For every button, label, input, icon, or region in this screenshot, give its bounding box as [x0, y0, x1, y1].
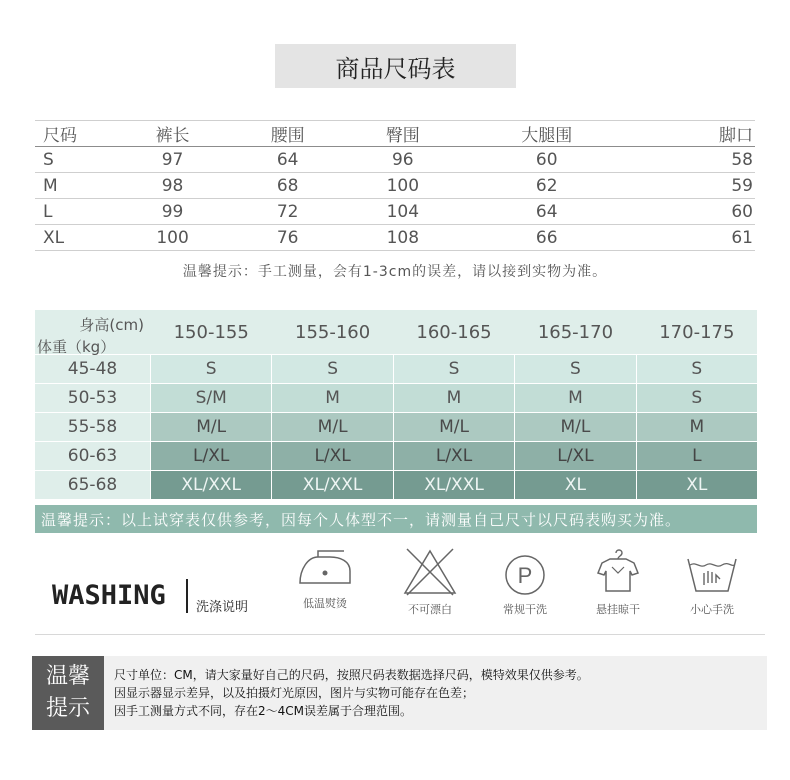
washing-subtitle: 洗涤说明 — [196, 600, 249, 615]
notice-line: 因手工测量方式不同，存在2～4CM误差属于合理范围。 — [114, 704, 413, 718]
size-cell: M/L — [515, 413, 635, 441]
table-cell: 60 — [633, 199, 755, 225]
hand-wash-icon — [682, 545, 742, 597]
size-cell: M — [272, 384, 392, 412]
size-cell: L/XL — [515, 442, 635, 470]
fit-hint-bar: 温馨提示：以上试穿表仅供参考，因每个人体型不一，请测量自己尺寸以尺码表购买为准。 — [35, 505, 757, 533]
size-cell: M — [394, 384, 514, 412]
height-range: 155-160 — [272, 310, 392, 354]
care-label: 不可漂白 — [408, 603, 452, 616]
table-row — [35, 199, 755, 225]
size-cell: S — [515, 355, 635, 383]
weight-range: 50-53 — [35, 384, 150, 412]
no-bleach-icon — [399, 545, 461, 597]
size-table-header — [35, 121, 755, 147]
header-cell: 裤长 — [115, 121, 230, 147]
size-cell: XL/XXL — [394, 471, 514, 499]
notice-line: 因显示器显示差异，以及拍摄灯光原因，图片与实物可能存在色差； — [114, 686, 475, 700]
footer-notice — [32, 656, 767, 730]
size-cell: S — [637, 384, 757, 412]
page-title: 商品尺码表 — [275, 44, 516, 88]
care-item-dryclean — [490, 545, 560, 617]
iron-low-icon — [294, 545, 356, 591]
care-label: 小心手洗 — [690, 603, 734, 616]
weight-range: 60-63 — [35, 442, 150, 470]
size-cell: XL — [637, 471, 757, 499]
table-cell: 104 — [345, 199, 460, 225]
table-cell: 58 — [633, 147, 755, 173]
grid-row — [35, 355, 757, 383]
notice-badge — [32, 656, 104, 730]
section-divider — [35, 634, 765, 635]
weight-axis-label: 体重（kg） — [37, 338, 116, 356]
svg-text:P: P — [517, 563, 533, 588]
size-cell: S — [394, 355, 514, 383]
size-cell: XL/XXL — [272, 471, 392, 499]
size-cell: S/M — [151, 384, 271, 412]
size-cell: XL/XXL — [151, 471, 271, 499]
table-cell: 64 — [230, 147, 345, 173]
fit-recommendation-grid — [35, 310, 757, 500]
size-cell: S — [151, 355, 271, 383]
washing-divider — [186, 579, 188, 613]
table-cell: 60 — [460, 147, 633, 173]
notice-lines — [114, 666, 589, 720]
notice-line: 尺寸单位：CM，请大家量好自己的尺码，按照尺码表数据选择尺码，模特效果仅供参考。 — [114, 668, 589, 682]
size-cell: XL — [515, 471, 635, 499]
grid-header-row — [35, 310, 757, 354]
table-cell: 66 — [460, 225, 633, 251]
table-cell: 72 — [230, 199, 345, 225]
table-row — [35, 147, 755, 173]
size-cell: L/XL — [272, 442, 392, 470]
size-cell: M/L — [151, 413, 271, 441]
table-cell: 100 — [115, 225, 230, 251]
size-cell: L — [637, 442, 757, 470]
care-label: 常规干洗 — [503, 603, 547, 616]
table-row — [35, 173, 755, 199]
care-item-handwash — [677, 545, 747, 617]
height-range: 165-170 — [515, 310, 635, 354]
height-range: 150-155 — [151, 310, 271, 354]
size-cell: L/XL — [394, 442, 514, 470]
size-cell: S — [637, 355, 757, 383]
table-cell: 100 — [345, 173, 460, 199]
size-cell: M — [637, 413, 757, 441]
weight-range: 45-48 — [35, 355, 150, 383]
table-cell: 98 — [115, 173, 230, 199]
measurement-hint: 温馨提示：手工测量，会有1-3cm的误差，请以接到实物为准。 — [182, 264, 608, 280]
size-cell: M — [515, 384, 635, 412]
size-cell: M/L — [394, 413, 514, 441]
header-cell: 腰围 — [230, 121, 345, 147]
table-cell: L — [35, 199, 115, 225]
hang-dry-icon — [588, 545, 648, 597]
care-item-hangdry — [583, 545, 653, 617]
table-cell: 59 — [633, 173, 755, 199]
table-cell: M — [35, 173, 115, 199]
size-cell: M/L — [272, 413, 392, 441]
table-cell: S — [35, 147, 115, 173]
table-cell: XL — [35, 225, 115, 251]
dry-clean-p-icon — [499, 545, 551, 597]
header-cell: 尺码 — [35, 121, 115, 147]
size-cell: L/XL — [151, 442, 271, 470]
header-cell: 脚口 — [633, 121, 755, 147]
height-axis-label: 身高(cm) — [79, 316, 144, 334]
care-label: 低温熨烫 — [303, 597, 347, 610]
care-item-bleach — [395, 545, 465, 617]
size-cell: S — [272, 355, 392, 383]
grid-corner — [35, 310, 150, 354]
table-cell: 97 — [115, 147, 230, 173]
care-item-iron — [290, 545, 360, 611]
table-cell: 62 — [460, 173, 633, 199]
washing-title: WASHING — [52, 580, 166, 611]
table-cell: 108 — [345, 225, 460, 251]
badge-line: 温馨 — [45, 664, 90, 689]
table-cell: 99 — [115, 199, 230, 225]
weight-range: 55-58 — [35, 413, 150, 441]
weight-range: 65-68 — [35, 471, 150, 499]
table-cell: 64 — [460, 199, 633, 225]
care-label: 悬挂晾干 — [596, 603, 640, 616]
header-cell: 臀围 — [345, 121, 460, 147]
table-row — [35, 225, 755, 251]
height-range: 170-175 — [637, 310, 757, 354]
grid-row — [35, 471, 757, 499]
grid-row — [35, 384, 757, 412]
height-range: 160-165 — [394, 310, 514, 354]
table-cell: 96 — [345, 147, 460, 173]
size-chart-table — [35, 120, 755, 251]
badge-line: 提示 — [45, 696, 90, 721]
header-cell: 大腿围 — [460, 121, 633, 147]
grid-row — [35, 442, 757, 470]
table-cell: 76 — [230, 225, 345, 251]
grid-row — [35, 413, 757, 441]
table-cell: 68 — [230, 173, 345, 199]
table-cell: 61 — [633, 225, 755, 251]
